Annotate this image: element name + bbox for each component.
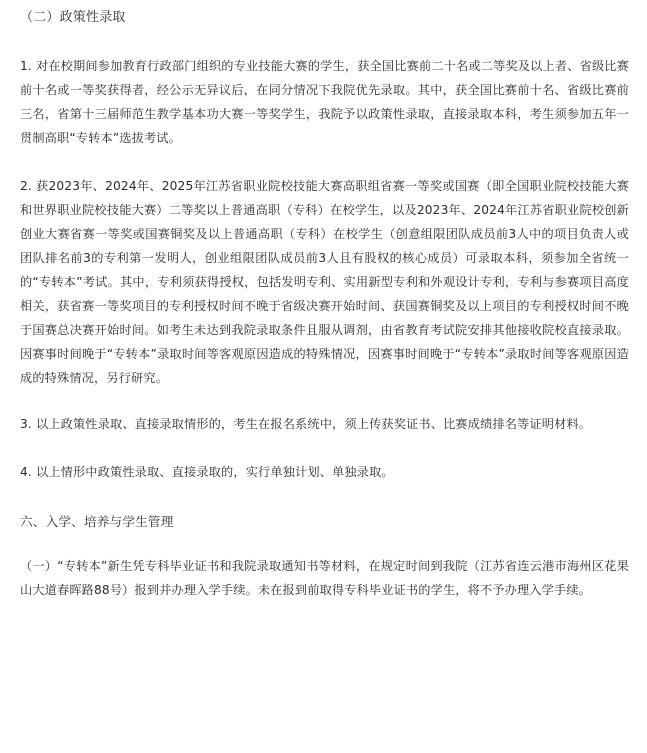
paragraph-4: 4. 以上情形中政策性录取、直接录取的，实行单独计划、单独录取。 <box>20 465 394 479</box>
section-title-policy-admission: （二）政策性录取 <box>20 10 126 25</box>
section-title-enrollment: 六、入学、培养与学生管理 <box>20 514 174 529</box>
paragraph-3: 3. 以上政策性录取、直接录取情形的，考生在报名系统中，须上传获奖证书、比赛成绩排名等证明材料。 <box>20 417 592 431</box>
paragraph-5: （一）“专转本”新生凭专科毕业证书和我院录取通知书等材料，在规定时间到我院（江苏省连云港市海州区花果山大道春晖路88号）报到并办理入学手续。未在报到前取得专科毕业证书的学生，将不予办理入学手续。 <box>20 559 629 597</box>
paragraph-2: 2. 获2023年、2024年、2025年江苏省职业院校技能大赛高职组省赛一等奖或国赛（即全国职业院校技能大赛和世界职业院校技能大赛）二等奖以上普通高职（专科）在校学生，以及2023年、2024年江苏省职业院校创新创业大赛省赛一等奖或国赛铜奖及以上普通高职（专科）在校学生（创意组限团队成员前3人中的项目负责人或团队排名前3的专利第一发明人，创业组限团队成员前3人且有股权的核心成员）可录取本科，须参加全省统一的“专转本”考试。其中，专利须获得授权，包括发明专利、实用新型专利和外观设计专利，专利与参赛项目高度相关，获省赛一等奖项目的专利授权时间不晚于省级决赛开始时间、获国赛铜奖及以上项目的专利授权时间不晚于国赛总决赛开始时间。如考生未达到我院录取条件且服从调剂，由省教育考试院安排其他接收院校直接录取。因赛事时间晚于“专转本”录取时间等客观原因造成的特殊情况，因赛事时间晚于“专转本”录取时间等客观原因造成的特殊情况，另行研究。 <box>20 179 629 385</box>
paragraph-1: 1. 对在校期间参加教育行政部门组织的专业技能大赛的学生，获全国比赛前二十名或二等奖及以上者、省级比赛前十名或一等奖获得者，经公示无异议后，在同分情况下我院优先录取。其中，获全国比赛前十名、省级比赛前三名，省第十三届师范生教学基本功大赛一等奖学生，我院予以政策性录取，直接录取本科，考生须参加五年一贯制高职“专转本”选拔考试。 <box>20 59 629 145</box>
